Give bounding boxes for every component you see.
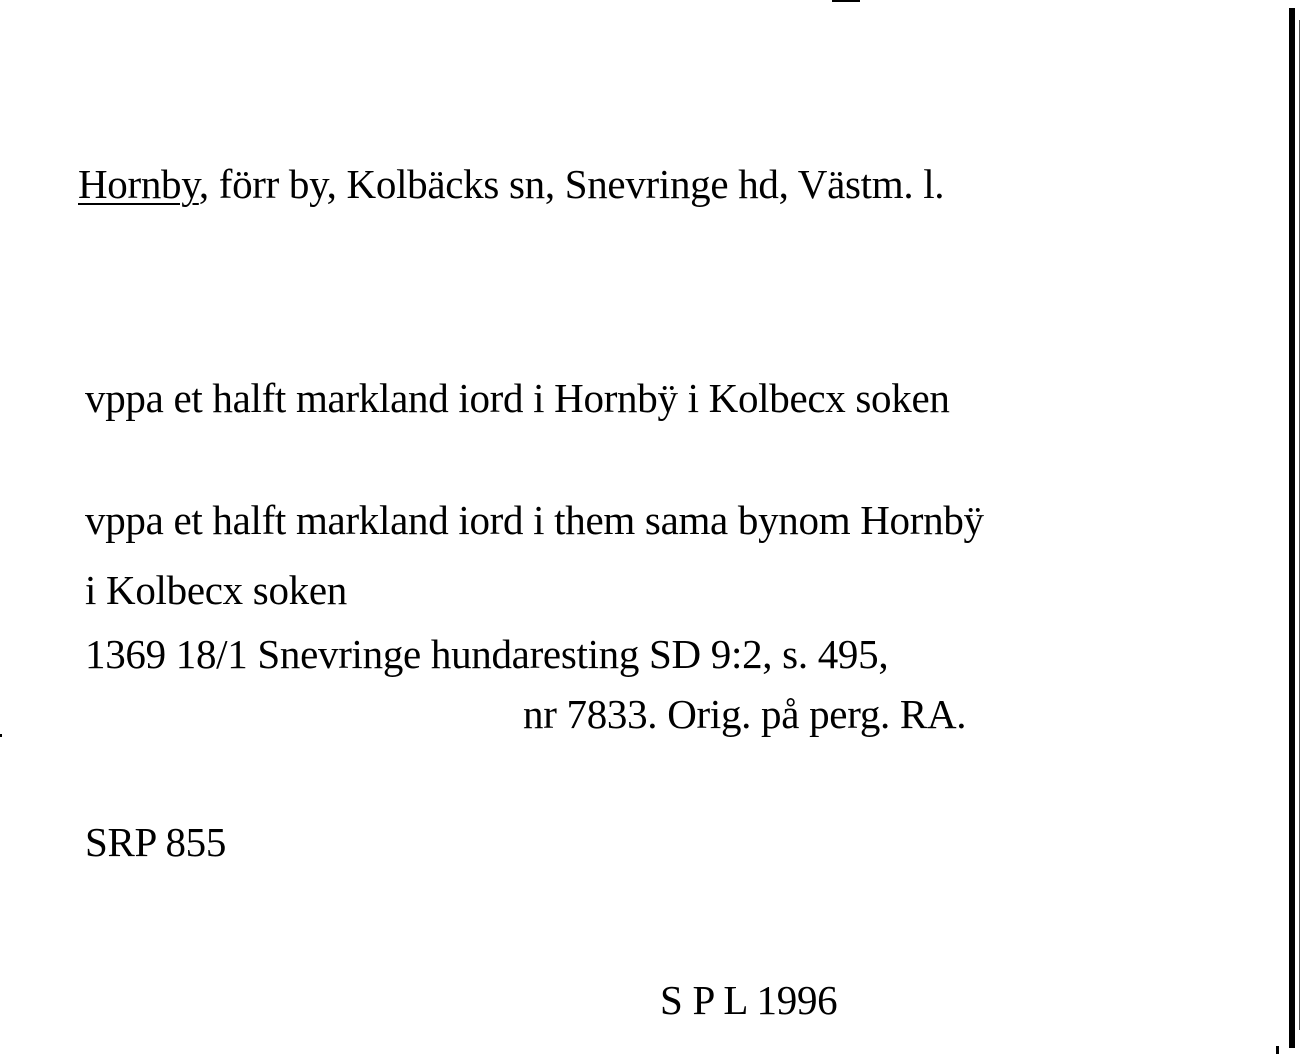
scan-speck-top [832, 0, 860, 2]
card-right-border [1289, 8, 1295, 1048]
card-right-border-shadow [1299, 20, 1300, 1030]
quote-2-line-2: i Kolbecx soken [85, 567, 347, 613]
signature-year: S P L 1996 [660, 977, 838, 1023]
source-citation-line-2: nr 7833. Orig. på perg. RA. [523, 691, 967, 737]
heading-description: , förr by, Kolbäcks sn, Snevringe hd, Västm. l. [198, 161, 945, 207]
scan-speck-left [0, 734, 2, 737]
quote-1: vppa et halft markland iord i Hornbÿ i Kolbecx soken [85, 375, 950, 421]
reference-number: SRP 855 [85, 819, 227, 865]
quote-2-line-1: vppa et halft markland iord i them sama bynom Hornbÿ [85, 497, 984, 543]
scan-speck-bottom-right [1276, 1046, 1279, 1054]
headword: Hornby [78, 161, 199, 207]
heading-line [78, 160, 944, 208]
source-citation-line-1: 1369 18/1 Snevringe hundaresting SD 9:2, s. 495, [85, 631, 889, 677]
